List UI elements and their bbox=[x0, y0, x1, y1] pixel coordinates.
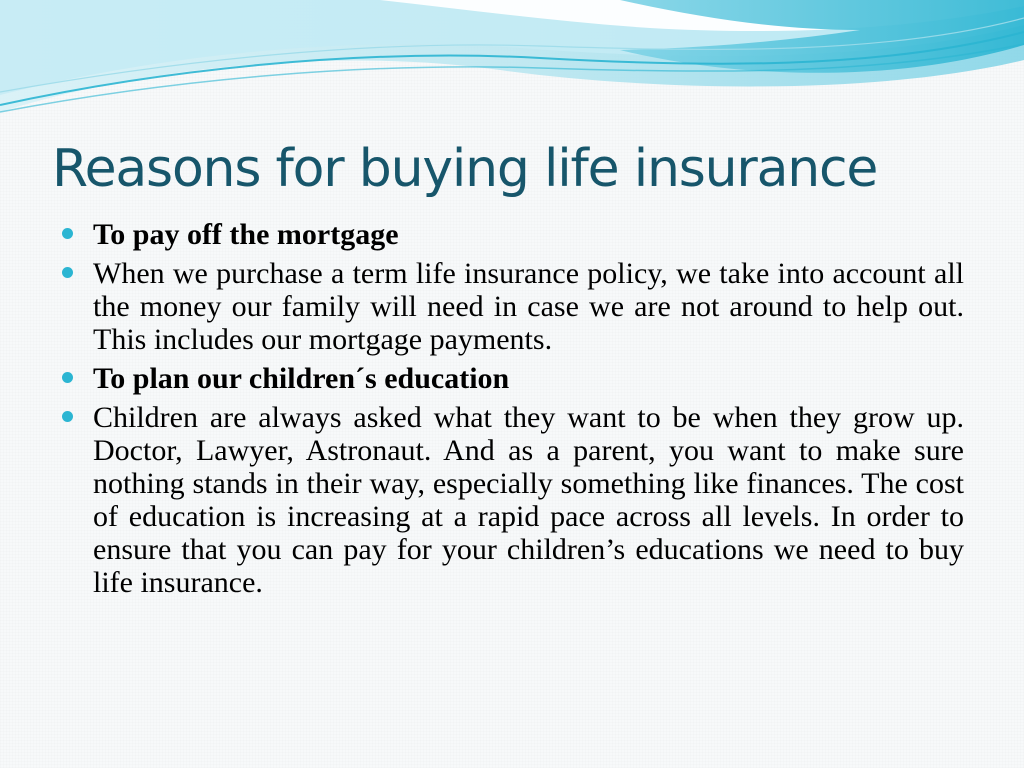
bullet-text: When we purchase a term life insurance policy, we take into account all the money our family will need in case we are not around to help out. This includes our mortgage payments. bbox=[93, 257, 964, 356]
bullet-education-heading bbox=[62, 362, 964, 395]
slide-title: Reasons for buying life insurance bbox=[52, 139, 878, 199]
bullet-dot-icon bbox=[62, 372, 73, 383]
bullet-text: Children are always asked what they want to be when they grow up. Doctor, Lawyer, Astronaut. And as a parent, you want to make sure nothing stands in their way, especially something like finances. The cost of education is increasing at a rapid pace across all levels. In order to ensure that you can pay for your children’s educations we need to buy life insurance. bbox=[93, 401, 964, 599]
bullet-text: To plan our children´s education bbox=[93, 362, 510, 395]
bullet-text: To pay off the mortgage bbox=[93, 218, 399, 251]
bullet-dot-icon bbox=[62, 267, 73, 278]
bullet-education-body bbox=[62, 401, 964, 599]
bullet-mortgage-body bbox=[62, 257, 964, 356]
decorative-wave-header bbox=[0, 0, 1024, 130]
bullet-dot-icon bbox=[62, 228, 73, 239]
bullet-mortgage-heading bbox=[62, 218, 964, 251]
bullet-list bbox=[62, 218, 964, 605]
bullet-dot-icon bbox=[62, 411, 73, 422]
